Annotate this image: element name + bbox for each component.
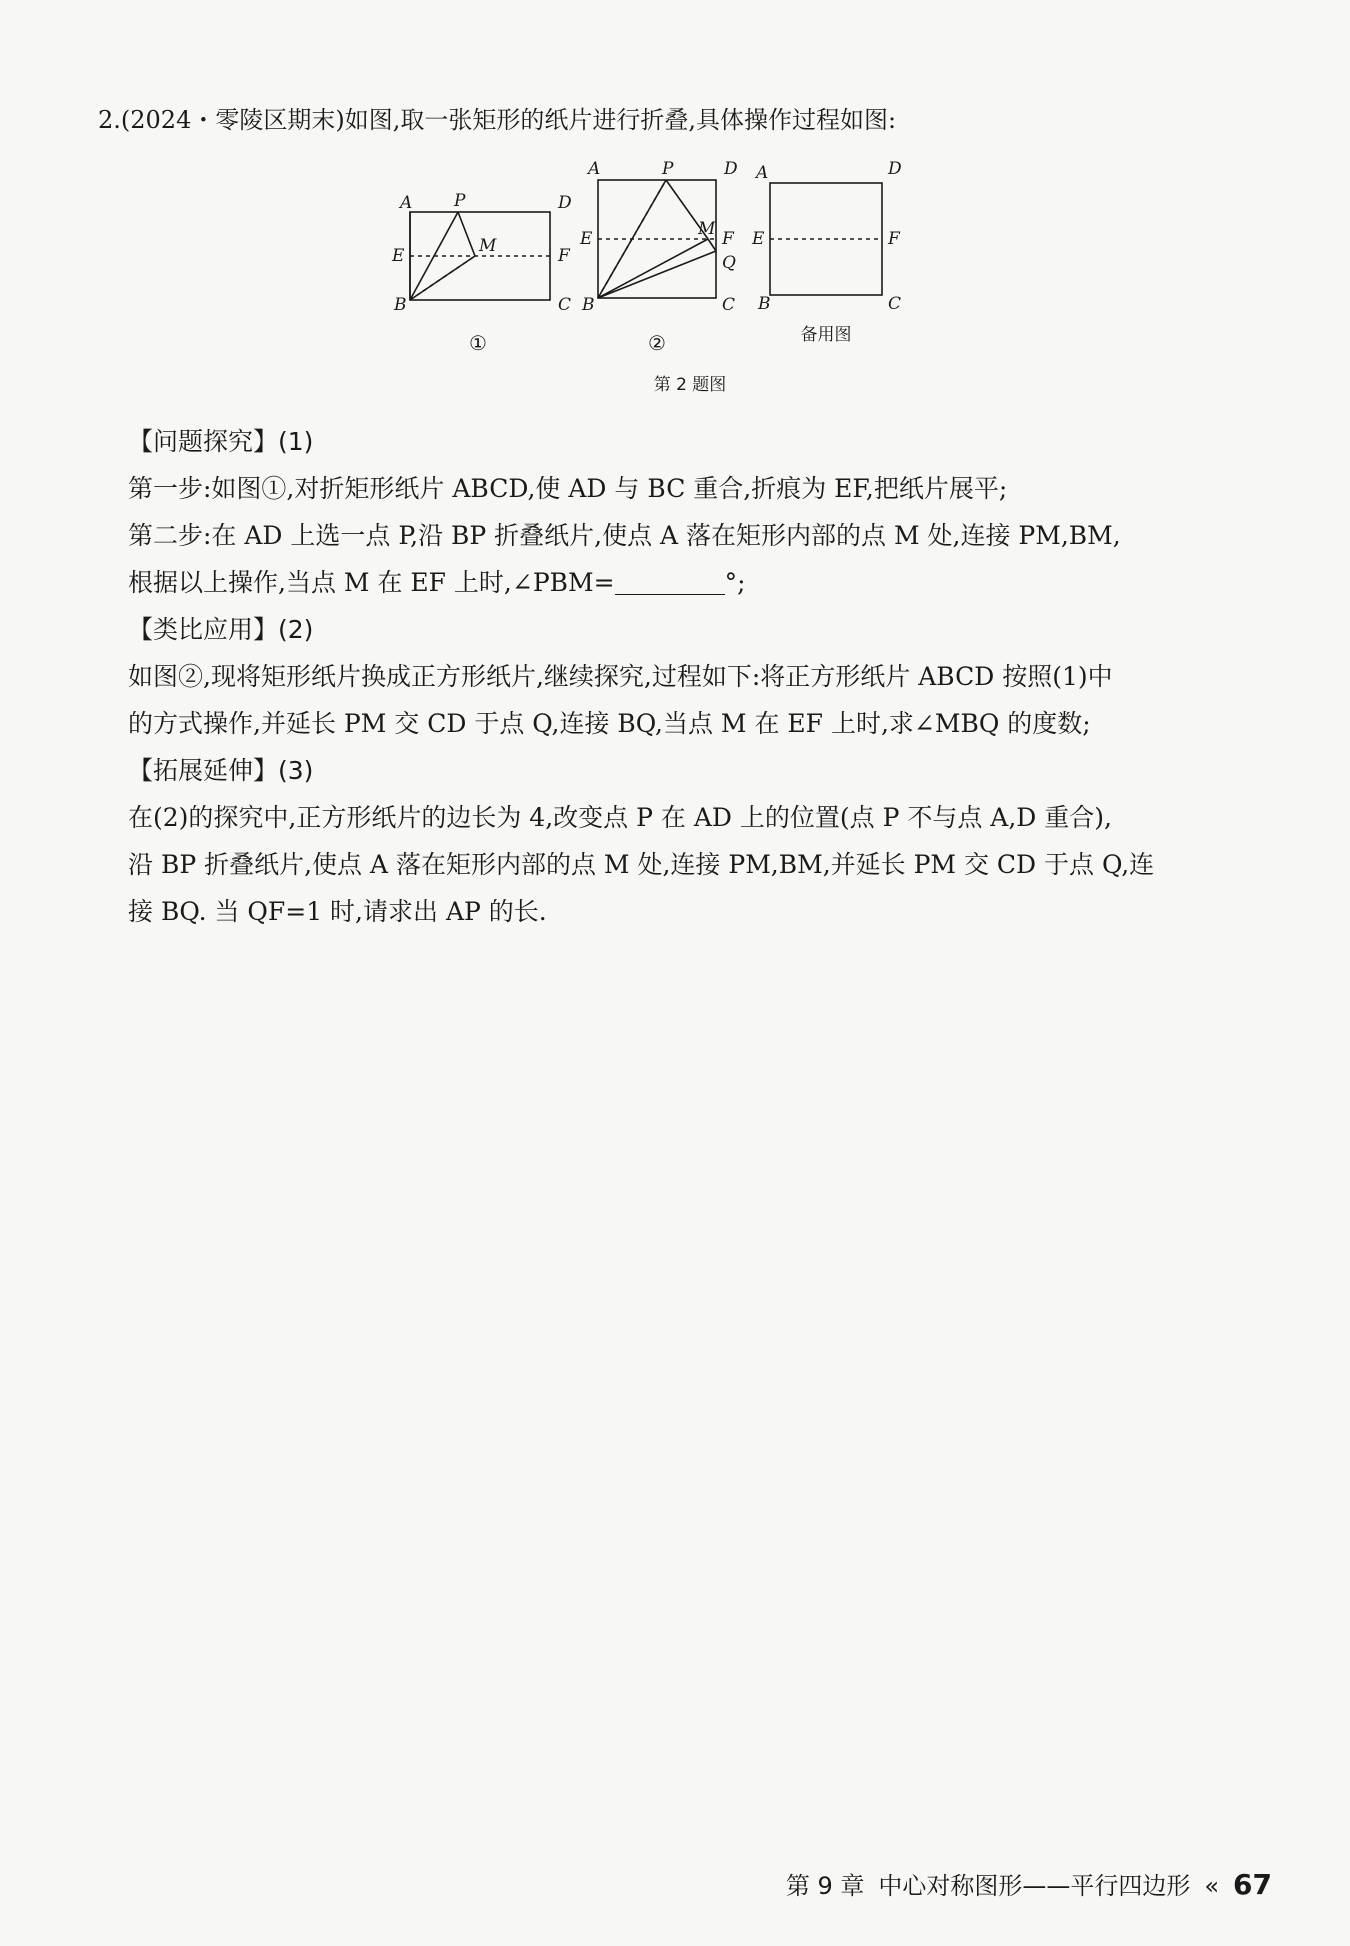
fig2-label-B: B <box>582 295 595 315</box>
section-3-line-1: 在(2)的探究中,正方形纸片的边长为 4,改变点 P 在 AD 上的位置(点 P 不与点 A,D 重合), <box>128 803 1112 832</box>
geometry-figures <box>380 150 1000 410</box>
fig2-label-E: E <box>580 229 593 249</box>
fig2-label-C: C <box>722 295 736 315</box>
section-1-line-2: 第二步:在 AD 上选一点 P,沿 BP 折叠纸片,使点 A 落在矩形内部的点 M 处,连接 PM,BM, <box>128 521 1121 550</box>
fig2-line-BQ <box>598 251 716 298</box>
fig3-label-A: A <box>756 163 769 183</box>
answer-blank[interactable] <box>615 568 725 595</box>
section-1-line-1: 第一步:如图①,对折矩形纸片 ABCD,使 AD 与 BC 重合,折痕为 EF,把纸片展平; <box>128 474 1008 503</box>
section-2-line-2: 的方式操作,并延长 PM 交 CD 于点 Q,连接 BQ,当点 M 在 EF 上时,求∠MBQ 的度数; <box>128 709 1091 738</box>
fig1-line-BM <box>410 256 475 300</box>
fig2-label-D: D <box>724 159 738 179</box>
fig2-label-F: F <box>722 229 734 249</box>
section-3-line-3: 接 BQ. 当 QF=1 时,请求出 AP 的长. <box>128 897 547 926</box>
fig1-label-D: D <box>558 193 572 213</box>
fig2-label-A: A <box>588 159 601 179</box>
figures-title: 第 2 题图 <box>653 375 727 395</box>
section-3-heading: 【拓展延伸】(3) <box>128 756 314 785</box>
fig2-label-M: M <box>698 219 716 239</box>
fig1-label-E: E <box>392 246 405 266</box>
fig1-label-B: B <box>394 295 407 315</box>
fig1-label-F: F <box>558 246 570 266</box>
fig1-rectangle <box>410 212 550 300</box>
fig2-label-P: P <box>662 159 674 179</box>
fig1-line-PM <box>458 212 475 256</box>
chevron-left-icon: « <box>1204 1872 1220 1900</box>
fig3-label-C: C <box>888 294 902 314</box>
section-1-line-3 <box>128 559 1258 606</box>
footer-chapter: 第 9 章 <box>785 1872 865 1900</box>
page-number: 67 <box>1233 1868 1272 1901</box>
fig1-caption: ① <box>469 331 487 355</box>
footer-title: 中心对称图形——平行四边形 <box>878 1872 1191 1900</box>
section-2-line-1: 如图②,现将矩形纸片换成正方形纸片,继续探究,过程如下:将正方形纸片 ABCD 按照(1)中 <box>128 662 1113 691</box>
problem-header: 2.(2024・零陵区期末)如图,取一张矩形的纸片进行折叠,具体操作过程如图: <box>98 106 897 134</box>
problem-body <box>128 418 1258 935</box>
figures-group <box>380 150 1000 410</box>
fig3-label-E: E <box>752 229 765 249</box>
fig1-label-M: M <box>479 236 497 256</box>
fig2-caption: ② <box>648 331 666 355</box>
section-1-heading: 【问题探究】(1) <box>128 427 314 456</box>
fig3-label-D: D <box>888 159 902 179</box>
fig3-label-B: B <box>758 294 771 314</box>
fig3-label-F: F <box>888 229 900 249</box>
section-2-heading: 【类比应用】(2) <box>128 615 314 644</box>
fig1-label-P: P <box>454 191 466 211</box>
page-footer <box>786 1866 1272 1901</box>
section-1-line-3-text: 根据以上操作,当点 M 在 EF 上时,∠PBM= <box>128 568 615 597</box>
degree-suffix: °; <box>724 568 746 597</box>
fig2-line-MQ <box>708 239 716 251</box>
fig1-label-C: C <box>558 295 572 315</box>
fig3-caption: 备用图 <box>800 325 852 345</box>
fig2-label-Q: Q <box>722 253 736 273</box>
section-3-line-2: 沿 BP 折叠纸片,使点 A 落在矩形内部的点 M 处,连接 PM,BM,并延长 PM 交 CD 于点 Q,连 <box>128 850 1155 879</box>
fig1-label-A: A <box>400 193 413 213</box>
